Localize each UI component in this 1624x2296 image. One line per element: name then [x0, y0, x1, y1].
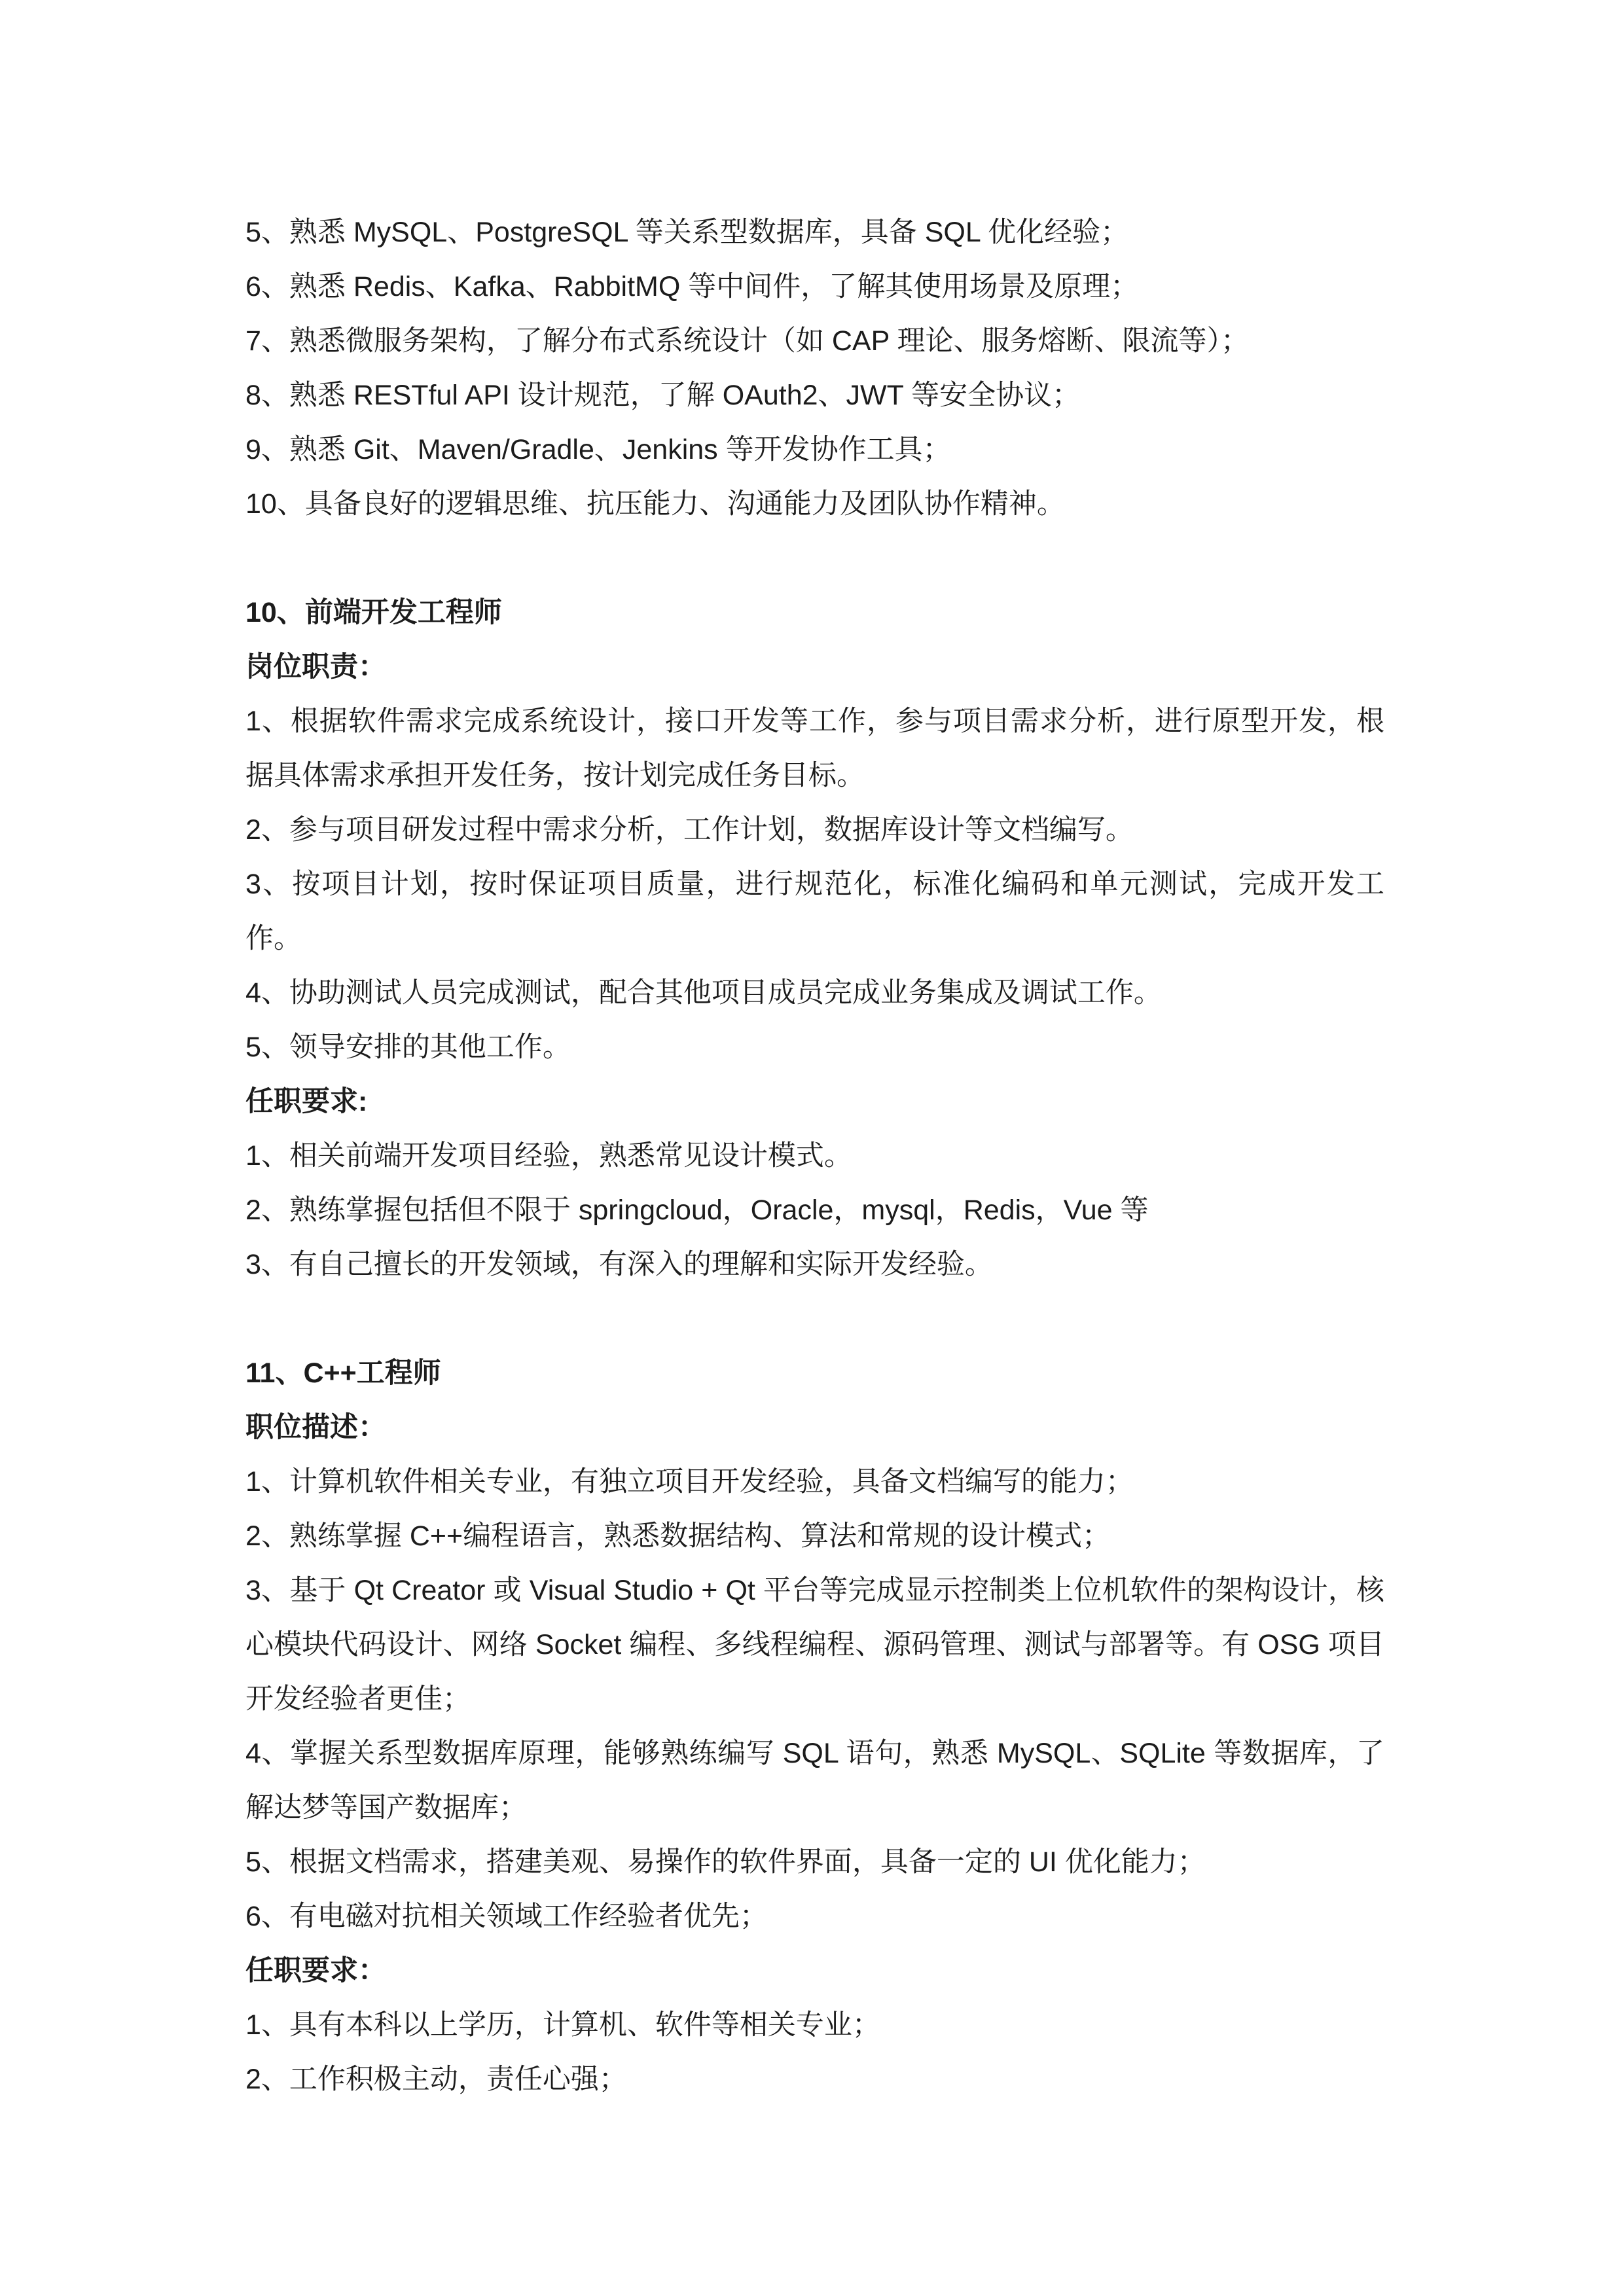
job-item: 1、根据软件需求完成系统设计，接口开发等工作，参与项目需求分析，进行原型开发，根据具体需求承担开发任务，按计划完成任务目标。 [245, 706, 1384, 791]
document-content [245, 206, 1384, 2107]
job-item: 1、相关前端开发项目经验，熟悉常见设计模式。 [245, 1140, 852, 1172]
intro-item: 5、熟悉 MySQL、PostgreSQL 等关系型数据库，具备 SQL 优化经验； [245, 217, 1129, 248]
intro-item: 10、具备良好的逻辑思维、抗压能力、沟通能力及团队协作精神。 [245, 488, 1065, 520]
job-item: 5、领导安排的其他工作。 [245, 1031, 571, 1063]
section-title-frontend-engineer: 10、前端开发工程师 [245, 597, 502, 628]
intro-item: 8、熟悉 RESTful API 设计规范，了解 OAuth2、JWT 等安全协议； [245, 380, 1081, 411]
intro-item: 6、熟悉 Redis、Kafka、RabbitMQ 等中间件，了解其使用场景及原理； [245, 271, 1139, 302]
job-item: 6、有电磁对抗相关领域工作经验者优先； [245, 1901, 768, 1932]
job-item: 2、参与项目研发过程中需求分析，工作计划，数据库设计等文档编写。 [245, 814, 1134, 846]
job-item: 1、计算机软件相关专业，有独立项目开发经验，具备文档编写的能力； [245, 1466, 1134, 1498]
block-label-responsibilities: 岗位职责： [245, 651, 386, 683]
job-item: 3、按项目计划，按时保证项目质量，进行规范化，标准化编码和单元测试，完成开发工作。 [245, 869, 1384, 954]
job-item: 2、工作积极主动，责任心强； [245, 2064, 627, 2095]
job-item: 4、协助测试人员完成测试，配合其他项目成员完成业务集成及调试工作。 [245, 977, 1162, 1009]
job-item: 3、基于 Qt Creator 或 Visual Studio + Qt 平台等完成显示控制类上位机软件的架构设计，核心模块代码设计、网络 Socket 编程、多线程编程、源码管理、测试与部署等。有 OSG 项目开发经验者更佳； [245, 1575, 1384, 1715]
block-label-position-description: 职位描述： [245, 1412, 386, 1443]
job-item: 4、掌握关系型数据库原理，能够熟练编写 SQL 语句，熟悉 MySQL、SQLite 等数据库，了解达梦等国产数据库； [245, 1738, 1384, 1823]
job-item: 3、有自己擅长的开发领域，有深入的理解和实际开发经验。 [245, 1249, 993, 1280]
block-label-requirements: 任职要求： [245, 1955, 386, 1986]
intro-item: 9、熟悉 Git、Maven/Gradle、Jenkins 等开发协作工具； [245, 434, 951, 465]
job-item: 2、熟练掌握 C++编程语言，熟悉数据结构、算法和常规的设计模式； [245, 1520, 1111, 1552]
intro-item: 7、熟悉微服务架构，了解分布式系统设计（如 CAP 理论、服务熔断、限流等）； [245, 325, 1249, 357]
job-item: 5、根据文档需求，搭建美观、易操作的软件界面，具备一定的 UI 优化能力； [245, 1846, 1206, 1878]
section-title-cpp-engineer: 11、C++工程师 [245, 1357, 441, 1389]
job-item: 1、具有本科以上学历，计算机、软件等相关专业； [245, 2009, 880, 2041]
job-item: 2、熟练掌握包括但不限于 springcloud，Oracle，mysql，Redis，Vue 等 [245, 1194, 1149, 1226]
block-label-requirements: 任职要求: [245, 1086, 368, 1117]
